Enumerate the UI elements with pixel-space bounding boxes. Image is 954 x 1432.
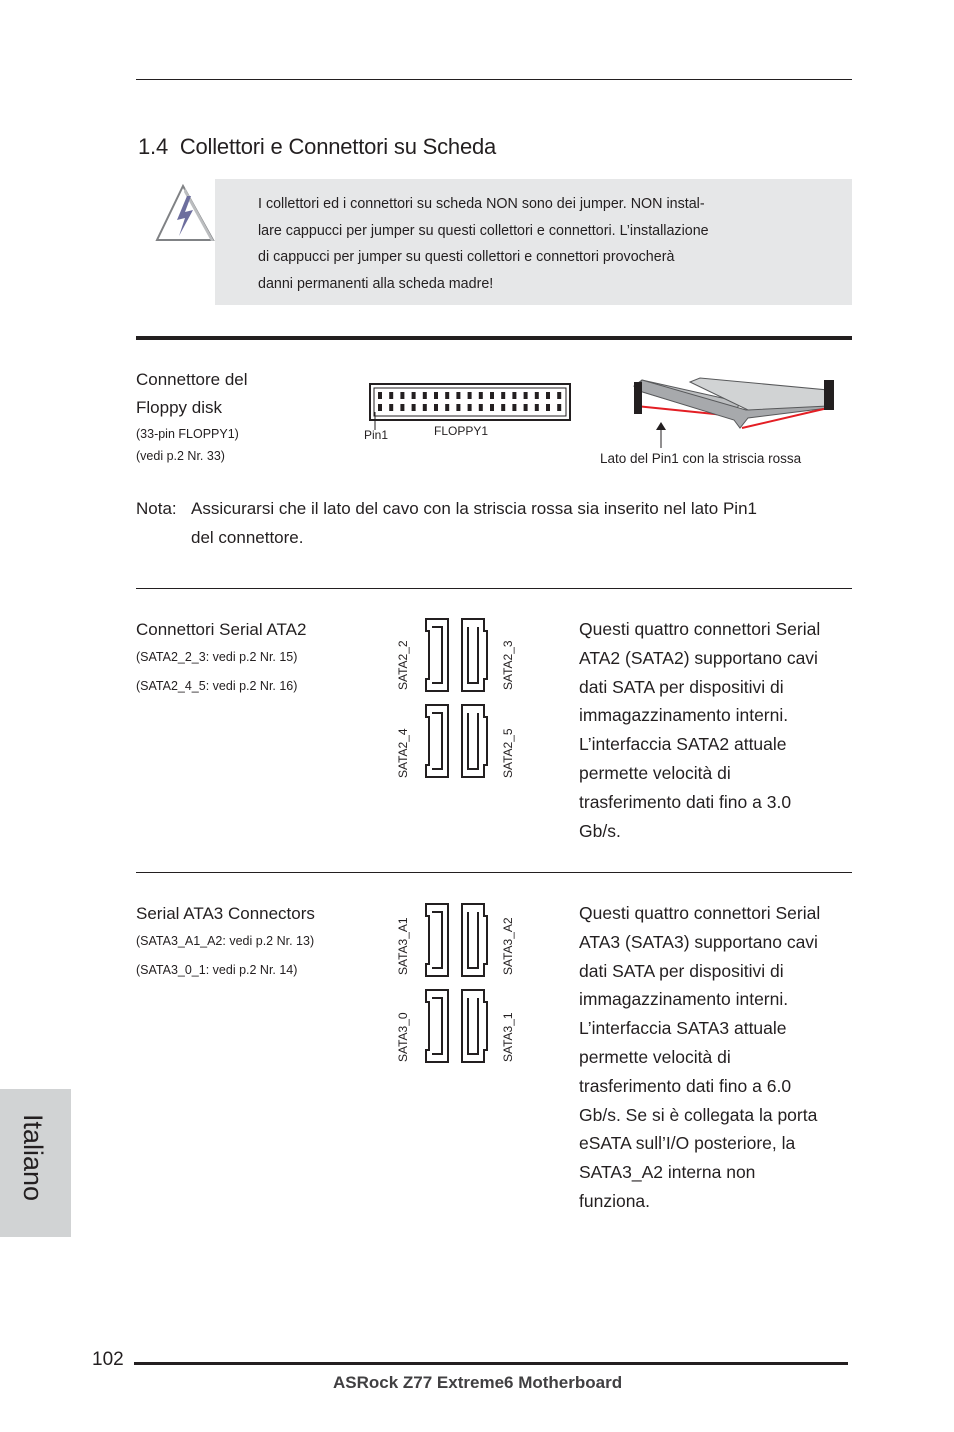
sata3-desc-line: SATA3_A2 interna non xyxy=(579,1162,756,1183)
warning-line: di cappucci per jumper su questi collettori e connettori provocherà xyxy=(258,249,675,265)
sata2-2-label: SATA2_2 xyxy=(396,640,410,690)
sata2-4-label: SATA2_4 xyxy=(396,728,410,778)
sata2-desc-line: trasferimento dati fino a 3.0 xyxy=(579,791,792,812)
page-number: 102 xyxy=(92,1349,124,1370)
sata3-1-label: SATA3_1 xyxy=(501,1012,515,1062)
floppy-pin xyxy=(456,404,460,411)
floppy-pin xyxy=(378,392,382,399)
sata3-detail-2: (SATA3_0_1: vedi p.2 Nr. 14) xyxy=(136,963,298,977)
sata3-connector-diagram xyxy=(424,902,492,1069)
floppy-pin xyxy=(412,404,416,411)
sata2-desc-line: permette velocità di xyxy=(579,762,731,783)
floppy-pin xyxy=(512,392,516,399)
sata3-desc-line: dati SATA per dispositivi di xyxy=(579,960,784,981)
sata2-desc-line: L’interfaccia SATA2 attuale xyxy=(579,734,787,755)
sata2-detail-2: (SATA2_4_5: vedi p.2 Nr. 16) xyxy=(136,679,298,693)
sata2-desc-line: immagazzinamento interni. xyxy=(579,705,789,726)
sata3-desc-line: trasferimento dati fino a 6.0 xyxy=(579,1075,792,1096)
floppy-pin xyxy=(546,404,550,411)
sata3-desc-line: Questi quattro connettori Serial xyxy=(579,903,821,923)
sata2-desc-line: Questi quattro connettori Serial xyxy=(579,619,821,639)
floppy-pin xyxy=(512,404,516,411)
sata2-connector-diagram xyxy=(424,617,492,784)
floppy-pin xyxy=(434,392,438,399)
warning-line: danni permanenti alla scheda madre! xyxy=(258,275,494,292)
floppy-pin xyxy=(557,392,561,399)
floppy-pin xyxy=(423,392,427,399)
floppy-pin xyxy=(389,404,393,411)
sata3-a2-label: SATA3_A2 xyxy=(501,917,515,975)
note-line1: Assicurarsi che il lato del cavo con la striscia rossa sia inserito nel lato Pin1 xyxy=(191,499,757,518)
floppy-connector-label: FLOPPY1 xyxy=(434,424,489,438)
section-title: Collettori e Connettori su Scheda xyxy=(179,134,497,159)
section-divider xyxy=(136,588,852,589)
sata3-desc-line: Gb/s. Se si è collegata la porta xyxy=(579,1104,818,1125)
floppy-detail-pins: (33-pin FLOPPY1) xyxy=(136,427,239,441)
floppy-pin xyxy=(490,404,494,411)
sata3-desc-line: funziona. xyxy=(579,1190,651,1211)
sata3-desc-line: eSATA sull’I/O posteriore, la xyxy=(579,1133,796,1154)
sata3-desc-line: permette velocità di xyxy=(579,1046,731,1067)
note-prefix: Nota: xyxy=(136,499,177,518)
floppy-pin xyxy=(535,404,539,411)
floppy-pin xyxy=(490,392,494,399)
section-divider-thick xyxy=(136,336,852,340)
floppy-pin xyxy=(423,404,427,411)
floppy-pin xyxy=(546,392,550,399)
sata2-desc-line: dati SATA per dispositivi di xyxy=(579,676,784,697)
floppy-pin xyxy=(445,392,449,399)
warning-lightning-icon xyxy=(155,184,215,244)
section-number: 1.4 xyxy=(138,134,168,159)
warning-text xyxy=(258,191,784,297)
sata2-title: Connettori Serial ATA2 xyxy=(136,620,307,639)
cable-caption: Lato del Pin1 con la striscia rossa xyxy=(600,451,802,466)
footer-rule xyxy=(134,1362,848,1365)
sata3-desc-line: immagazzinamento interni. xyxy=(579,989,789,1010)
floppy-pin xyxy=(479,404,483,411)
floppy-pin xyxy=(468,392,472,399)
warning-line: I collettori ed i connettori su scheda NON sono dei jumper. NON instal- xyxy=(258,196,705,212)
floppy-pin1-label: Pin1 xyxy=(364,428,389,442)
floppy-pin xyxy=(501,404,505,411)
floppy-pin xyxy=(400,404,404,411)
floppy-pin xyxy=(400,392,404,399)
floppy-title-line2: Floppy disk xyxy=(136,398,222,417)
floppy-pin xyxy=(479,392,483,399)
floppy-pin xyxy=(468,404,472,411)
sata3-description xyxy=(579,899,859,1216)
floppy-pin xyxy=(501,392,505,399)
floppy-title-line1: Connettore del xyxy=(136,370,248,389)
sata2-desc-line: ATA2 (SATA2) supportano cavi xyxy=(579,647,818,668)
note-line2: del connettore. xyxy=(191,528,304,547)
floppy-detail-ref: (vedi p.2 Nr. 33) xyxy=(136,449,225,463)
sata2-5-label: SATA2_5 xyxy=(501,728,515,778)
footer-title: ASRock Z77 Extreme6 Motherboard xyxy=(333,1373,623,1392)
section-divider xyxy=(136,872,852,873)
floppy-pin xyxy=(524,392,528,399)
sata3-desc-line: L’interfaccia SATA3 attuale xyxy=(579,1018,787,1039)
language-tab-label: Italiano xyxy=(18,1114,48,1202)
sata3-title: Serial ATA3 Connectors xyxy=(136,904,315,923)
floppy-pin xyxy=(434,404,438,411)
floppy-connector-diagram xyxy=(362,382,574,451)
floppy-pin xyxy=(445,404,449,411)
floppy-pin xyxy=(557,404,561,411)
top-rule xyxy=(136,79,852,80)
section-heading xyxy=(138,134,496,160)
pin1-arrow-icon xyxy=(654,422,668,453)
floppy-pin xyxy=(389,392,393,399)
sata2-description xyxy=(579,615,859,845)
floppy-pin xyxy=(378,404,382,411)
floppy-pin xyxy=(412,392,416,399)
warning-line: lare cappucci per jumper su questi collettori e connettori. L’installazione xyxy=(258,222,709,239)
sata3-0-label: SATA3_0 xyxy=(396,1012,410,1062)
floppy-pin xyxy=(456,392,460,399)
sata2-desc-line: Gb/s. xyxy=(579,820,621,841)
sata2-detail-1: (SATA2_2_3: vedi p.2 Nr. 15) xyxy=(136,650,298,664)
floppy-pin xyxy=(524,404,528,411)
sata3-desc-line: ATA3 (SATA3) supportano cavi xyxy=(579,931,818,952)
floppy-pin xyxy=(535,392,539,399)
sata3-detail-1: (SATA3_A1_A2: vedi p.2 Nr. 13) xyxy=(136,934,315,948)
sata3-a1-label: SATA3_A1 xyxy=(396,917,410,975)
sata2-3-label: SATA2_3 xyxy=(501,640,515,690)
